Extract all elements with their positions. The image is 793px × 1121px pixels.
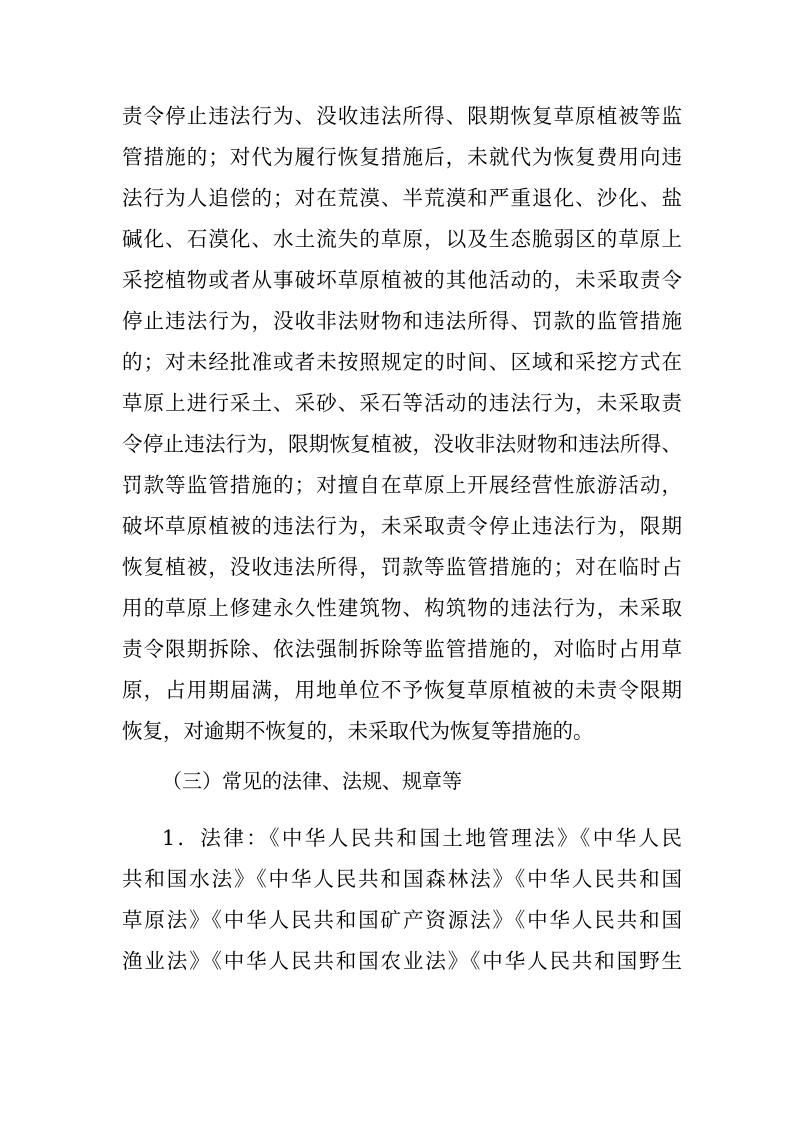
paragraph-line: 停止违法行为，没收非法财物和违法所得、罚款的监管措施 [122, 309, 682, 333]
paragraph-line: 罚款等监管措施的；对擅自在草原上开展经营性旅游活动， [122, 473, 682, 497]
paragraph-line: 草原上进行采土、采砂、采石等活动的违法行为，未采取责 [122, 391, 682, 415]
paragraph-line: 碱化、石漠化、水土流失的草原，以及生态脆弱区的草原上 [122, 227, 682, 251]
paragraph-line: 管措施的；对代为履行恢复措施后，未就代为恢复费用向违 [122, 145, 682, 169]
paragraph-line: 原，占用期届满，用地单位不予恢复草原植被的未责令限期 [122, 678, 682, 702]
paragraph-line: 恢复，对逾期不恢复的，未采取代为恢复等措施的。 [122, 719, 594, 743]
paragraph-line: 共和国水法》《中华人民共和国森林法》《中华人民共和国 [122, 867, 682, 891]
paragraph-line: 的；对未经批准或者未按照规定的时间、区域和采挖方式在 [122, 350, 682, 374]
paragraph-line: 令停止违法行为，限期恢复植被，没收非法财物和违法所得、 [122, 432, 682, 456]
paragraph-line: 破坏草原植被的违法行为，未采取责令停止违法行为，限期 [122, 514, 682, 538]
paragraph-line: 用的草原上修建永久性建筑物、构筑物的违法行为，未采取 [122, 596, 682, 620]
paragraph-line: 责令限期拆除、依法强制拆除等监管措施的，对临时占用草 [122, 637, 682, 661]
paragraph-line: 草原法》《中华人民共和国矿产资源法》《中华人民共和国 [122, 908, 682, 932]
paragraph-line: 恢复植被，没收违法所得，罚款等监管措施的；对在临时占 [122, 555, 682, 579]
paragraph-line: 1．法律：《中华人民共和国土地管理法》《中华人民 [162, 826, 682, 850]
paragraph-line: 渔业法》《中华人民共和国农业法》《中华人民共和国野生 [122, 949, 682, 973]
section-heading: （三）常见的法律、法规、规章等 [162, 769, 462, 793]
paragraph-line: 责令停止违法行为、没收违法所得、限期恢复草原植被等监 [122, 104, 682, 128]
paragraph-line: 采挖植物或者从事破坏草原植被的其他活动的，未采取责令 [122, 268, 682, 292]
paragraph-line: 法行为人追偿的；对在荒漠、半荒漠和严重退化、沙化、盐 [122, 186, 682, 210]
